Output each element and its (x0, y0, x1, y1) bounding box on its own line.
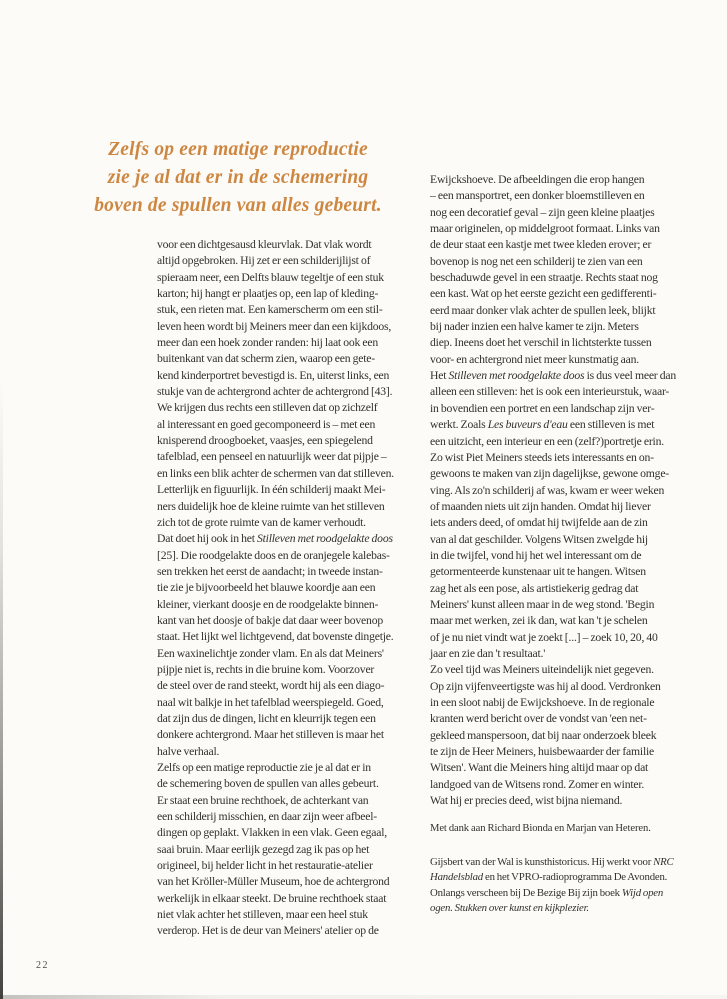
text-line: stukje van de achtergrond achter de achtergrond [43]. (157, 385, 393, 399)
text-line: van al dat geschilder. Volgens Witsen zwelgde hij (430, 532, 648, 546)
text-line: van het Kröller-Müller Museum, hoe de achtergrond (157, 875, 390, 889)
text-line: halve verhaal. (157, 744, 220, 758)
text-line: kend kinderportret bevestigd is. En, uiterst links, een (157, 368, 390, 382)
text-line: in een sloot nabij de Ewijckshoeve. In de regionale (430, 696, 655, 709)
text-line: dingen op geplakt. Vlakken in een vlak. Geen egaal, (157, 826, 387, 840)
text-line: Op zijn vijfenveertigste was hij al dood. Verdronken (430, 679, 661, 693)
text-line: voor een dichtgesausd kleurvlak. Dat vlak wordt (157, 238, 372, 251)
acknowledgement: Met dank aan Richard Bionda en Marjan van Heteren. (430, 823, 651, 835)
text-line: Dat doet hij ook in het Stilleven met roodgelakte doos (157, 532, 393, 546)
text-line: ogen. Stukken over kunst en kijkplezier. (430, 902, 589, 915)
right-column-body (430, 172, 702, 809)
text-line: – een mansportret, een donker bloemstilleven en (430, 189, 645, 203)
left-text-column (157, 237, 420, 940)
text-line: getormenteerde kunstenaar uit te hangen. Witsen (430, 565, 646, 579)
text-line: [25]. Die roodgelakte doos en de oranjegele kalebas- (157, 548, 390, 562)
page-left-edge-shadow (0, 0, 3, 999)
text-line: meer dan een hoek zonder randen: hij laat ook een (157, 336, 378, 350)
text-line: Handelsblad en het VPRO-radioprogramma De Avonden. (430, 871, 668, 884)
text-line: Er staat een bruine rechthoek, de achterkant van (157, 793, 369, 807)
text-line: de schemering boven de spullen van alles gebeurt. (157, 777, 379, 791)
text-line: Gijsbert van der Wal is kunsthistoricus. Hij werkt voor NRC (430, 855, 674, 868)
text-line: in bovendien een portret en een landschap zijn ver- (430, 401, 655, 415)
text-line: pijpje niet is, rechts in die bruine kom. Voorzover (157, 662, 375, 676)
text-line: leven heen wordt bij Meiners meer dan een kijkdoos, (157, 319, 392, 333)
text-line: naal wit balkje in het tafelblad weerspiegeld. Goed, (157, 695, 384, 709)
text-line: maar met werken, zei ik dan, wat kan 't je schelen (430, 614, 648, 628)
text-line: karton; hij hangt er plaatjes op, een lap of kleding- (157, 287, 379, 301)
text-line: gekleed manspersoon, dat bij naar onderzoek bleek (430, 728, 657, 742)
text-line: zich tot de grote ruimte van de kamer verhoudt. (157, 515, 366, 529)
text-line: alleen een stilleven: het is ook een interieurstuk, waar- (430, 385, 670, 399)
text-line: werkelijk in elkaar steekt. De bruine rechthoek staat (157, 891, 387, 905)
text-line: en links een blik achter de schermen van dat stilleven. (157, 466, 394, 480)
text-line: te zijn de Heer Meiners, huisbewaarder der familie (430, 745, 655, 759)
text-line: gewoons te maken van zijn dagelijkse, gewone omge- (430, 467, 670, 481)
text-line: kant van het doosje of bakje dat daar weer bovenop (157, 613, 383, 627)
text-line: Zo wist Piet Meiners steeds iets interessants en on- (430, 450, 654, 464)
text-line: spieraam neer, een Delfts blauw tegeltje of een stuk (157, 270, 384, 284)
text-line: diep. Ineens doet het verschil in lichtsterkte tussen (430, 336, 652, 350)
text-line: een uitzicht, een interieur en een (zelf?)portretje erin. (430, 434, 664, 448)
text-line: niet vlak achter het stilleven, maar een heel stuk (157, 908, 368, 922)
page-bottom-edge-shadow (0, 995, 727, 999)
text-line: de deur staat een kastje met twee kleden erover; er (430, 238, 652, 252)
text-line: buitenkant van dat scherm zien, waarop een gete- (157, 352, 375, 366)
text-line: nog een decoratief geval – zijn geen kleine plaatjes (430, 205, 655, 219)
text-line: verderop. Het is de deur van Meiners' atelier op de (157, 924, 379, 938)
text-line: jaar en zie dan 't resultaat.' (430, 646, 546, 660)
right-text-column (430, 172, 702, 917)
text-line: eerd maar donker vlak achter de spullen leek, blijkt (430, 303, 656, 317)
text-line: staat. Het lijkt wel lichtgevend, dat bovenste dingetje. (157, 630, 394, 644)
text-line: altijd opgebroken. Hij zet er een schilderijlijst of (157, 254, 371, 268)
text-line: Onlangs verscheen bij De Bezige Bij zijn boek Wijd open (430, 886, 664, 899)
text-line: al interessant en goed gecomponeerd is – met een (157, 417, 376, 431)
text-line: saai bruin. Maar eerlijk gezegd zag ik pas op het (157, 842, 370, 856)
text-line: Meiners' kunst alleen maar in de weg stond. 'Begin (430, 597, 655, 611)
text-line: of je nu niet vindt wat je zoekt [...] – zoek 10, 20, 40 (430, 630, 658, 644)
author-bio (430, 855, 702, 917)
text-line: tie zie je bijvoorbeeld het blauwe koordje aan een (157, 581, 376, 595)
text-line: Zelfs op een matige reproductie zie je al dat er in (157, 761, 371, 774)
text-line: in die twijfel, vond hij het wel interessant om de (430, 548, 642, 562)
text-line: voor- en achtergrond niet meer kunstmatig aan. (430, 352, 640, 366)
text-line: Witsen'. Want die Meiners hing altijd maar op dat (430, 761, 649, 775)
text-line: knisperend droogboeket, vaasjes, een spiegelend (157, 434, 373, 448)
text-line: Zo veel tijd was Meiners uiteindelijk niet gegeven. (430, 663, 654, 677)
text-line: Ewijckshoeve. De afbeeldingen die erop hangen (430, 173, 645, 186)
page-number: 22 (36, 960, 49, 971)
text-line: ving. Als zo'n schilderij af was, kwam er weer weken (430, 483, 665, 497)
text-line: iets anders deed, of omdat hij twijfelde aan de zin (430, 516, 648, 530)
text-line: origineel, bij helder licht in het restauratie-atelier (157, 859, 373, 873)
text-line: boven de spullen van alles gebeurt. (94, 195, 382, 216)
text-line: landgoed van de Witsens rond. Zomer en winter. (430, 777, 645, 791)
text-line: dat zijn dus de dingen, licht en kleurrijk tegen een (157, 711, 376, 725)
text-line: ners duidelijk hoe de kleine ruimte van het stilleven (157, 499, 385, 513)
text-line: stuk, een rieten mat. Een kamerscherm om een stil- (157, 303, 383, 317)
text-line: een schilderij misschien, en daar zijn weer afbeel- (157, 810, 377, 824)
text-line: Wat hij er precies deed, wist bijna niemand. (430, 794, 623, 808)
text-line: zie je al dat er in de schemering (107, 167, 369, 188)
text-line: Een waxinelichtje zonder vlam. En als dat Meiners' (157, 646, 384, 660)
text-line: of maanden niets uit zijn handen. Omdat hij liever (430, 499, 651, 513)
text-line: Zelfs op een matige reproductie (108, 139, 368, 160)
text-line: Letterlijk en figuurlijk. In één schilderij maakt Mei- (157, 483, 386, 497)
text-line: werkt. Zoals Les buveurs d'eau een stilleven is met (430, 418, 655, 432)
text-line: zag het als een pose, als artistiekerig gedrag dat (430, 581, 639, 595)
text-line: Het Stilleven met roodgelakte doos is dus veel meer dan (430, 369, 676, 383)
text-line: kleiner, vierkant doosje en de roodgelakte binnen- (157, 597, 379, 611)
pull-quote (52, 136, 424, 220)
text-line: We krijgen dus rechts een stilleven dat op zichzelf (157, 401, 378, 415)
text-line: donkere achtergrond. Maar het stilleven is maar het (157, 728, 384, 742)
text-line: sen trekken het eerst de aandacht; in tweede instan- (157, 564, 383, 578)
text-line: maar originelen, op middelgroot formaat. Links van (430, 222, 660, 236)
text-line: een kast. Wat op het eerste gezicht een gedifferenti- (430, 287, 657, 301)
text-line: de steel over de rand steekt, wordt hij als een diago- (157, 679, 385, 693)
text-line: beschaduwde gevel in een straatje. Rechts staat nog (430, 271, 658, 285)
text-line: kranten werd bericht over de vondst van 'een net- (430, 712, 647, 726)
text-line: tafelblad, een penseel en natuurlijk weer dat pijpje – (157, 450, 387, 464)
text-line: bij nader inzien een halve kamer te zijn. Meters (430, 320, 639, 334)
text-line: bovenop is nog net een schilderij te zien van een (430, 254, 643, 268)
